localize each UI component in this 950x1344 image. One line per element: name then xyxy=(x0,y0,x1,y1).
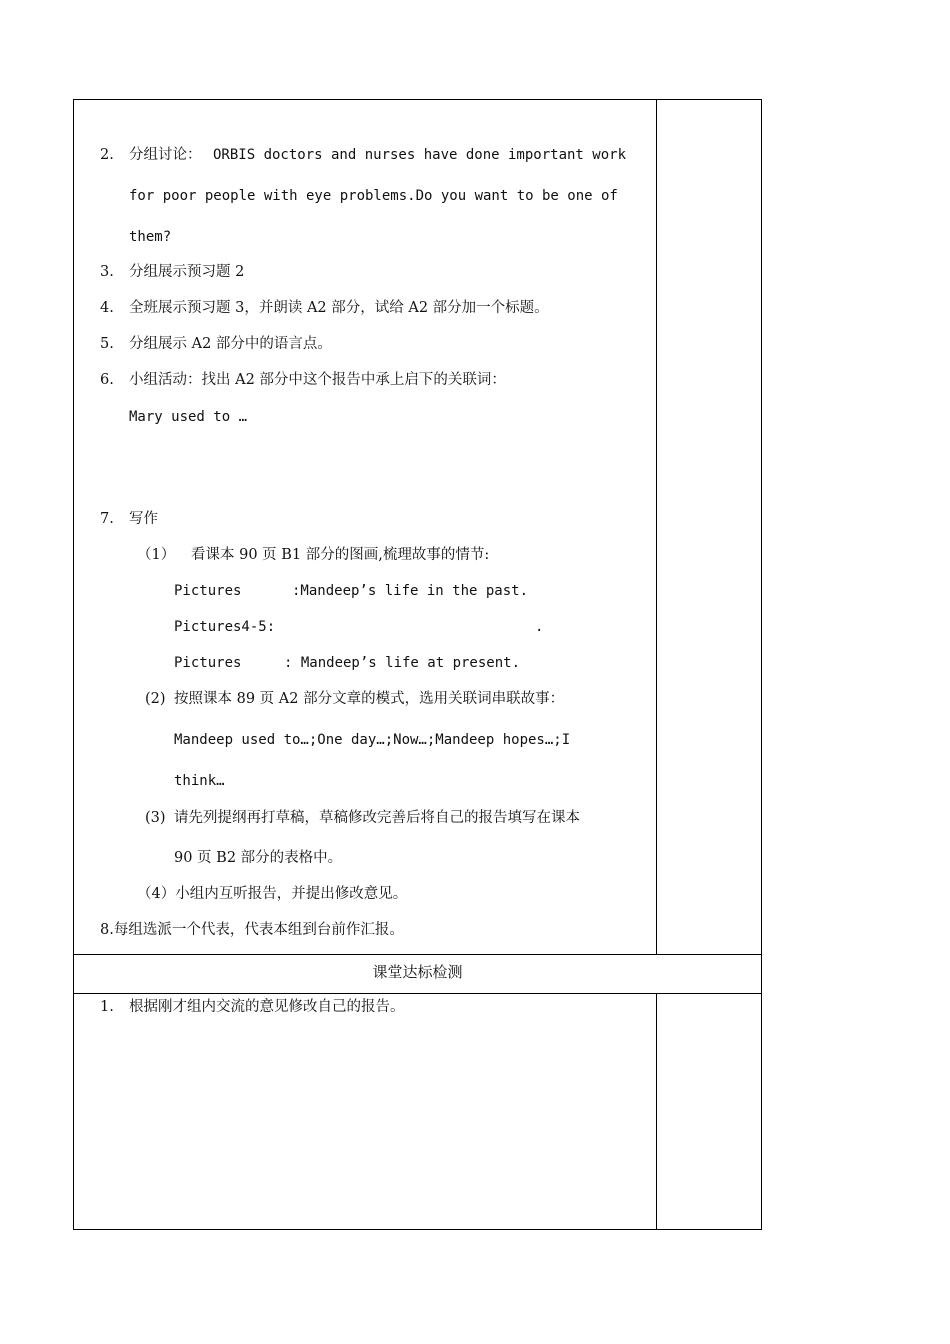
item-number: 7. xyxy=(100,511,114,527)
item-text-line-1: ORBIS doctors and nurses have done important work xyxy=(213,147,627,163)
item-text-line-3: them? xyxy=(129,229,172,245)
sub-item-2-line-1: Mandeep used to…;One day…;Now…;Mandeep hopes…;I xyxy=(174,732,571,748)
item-text: 8.每组选派一个代表，代表本组到台前作汇报。 xyxy=(100,922,404,938)
item-text-line-2: for poor people with eye problems.Do you want to be one of xyxy=(129,188,618,204)
table-border-left xyxy=(73,99,74,1230)
item-number: 1. xyxy=(100,999,114,1015)
item-text: 分组展示 A2 部分中的语言点。 xyxy=(129,336,332,352)
section-header: 课堂达标检测 xyxy=(372,963,463,981)
column-divider-lower xyxy=(656,993,657,1230)
pictures-row-3-value: : Mandeep’s life at present. xyxy=(284,655,521,671)
row-divider-header-top xyxy=(73,954,762,955)
sub-item-3-number: (3) xyxy=(145,810,166,826)
item-text: 小组活动：找出 A2 部分中这个报告中承上启下的关联词： xyxy=(129,372,506,388)
sub-item-2-text: 按照课本 89 页 A2 部分文章的模式，选用关联词串联故事： xyxy=(174,691,565,707)
table-border-bottom xyxy=(73,1229,762,1230)
item-text: 写作 xyxy=(129,511,158,527)
pictures-row-1-label: Pictures xyxy=(174,583,242,599)
sub-item-1-text: 看课本 90 页 B1 部分的图画,梳理故事的情节: xyxy=(191,547,490,563)
item-number: 3. xyxy=(100,264,114,280)
pictures-row-3-label: Pictures xyxy=(174,655,242,671)
sub-item-3-line-2: 90 页 B2 部分的表格中。 xyxy=(174,850,343,866)
column-divider-upper xyxy=(656,99,657,955)
pictures-row-1-value: :Mandeep’s life in the past. xyxy=(292,583,529,599)
row-divider-header-bottom xyxy=(73,993,762,994)
item-text: 分组展示预习题 2 xyxy=(129,264,245,280)
sub-item-2-number: (2) xyxy=(145,691,166,707)
item-number: 6. xyxy=(100,372,114,388)
item-number: 2. xyxy=(100,147,114,163)
item-number: 4. xyxy=(100,300,114,316)
sub-item-3-text: 请先列提纲再打草稿，草稿修改完善后将自己的报告填写在课本 xyxy=(174,810,580,826)
sub-item-1-number: （1） xyxy=(137,547,176,563)
item-text: 根据刚才组内交流的意见修改自己的报告。 xyxy=(129,999,405,1015)
item-text: 全班展示预习题 3，并朗读 A2 部分，试给 A2 部分加一个标题。 xyxy=(129,300,549,316)
pictures-row-2-label: Pictures4-5: xyxy=(174,619,276,635)
sub-item-2-line-2: think… xyxy=(174,773,225,789)
item-number: 5. xyxy=(100,336,114,352)
sub-item-4-text: （4）小组内互听报告，并提出修改意见。 xyxy=(137,886,408,902)
table-border-right xyxy=(761,99,762,1230)
table-border-top xyxy=(73,99,762,100)
item-subtext: Mary used to … xyxy=(129,409,248,425)
pictures-row-2-value: . xyxy=(535,619,544,635)
item-label: 分组讨论： xyxy=(129,147,202,163)
